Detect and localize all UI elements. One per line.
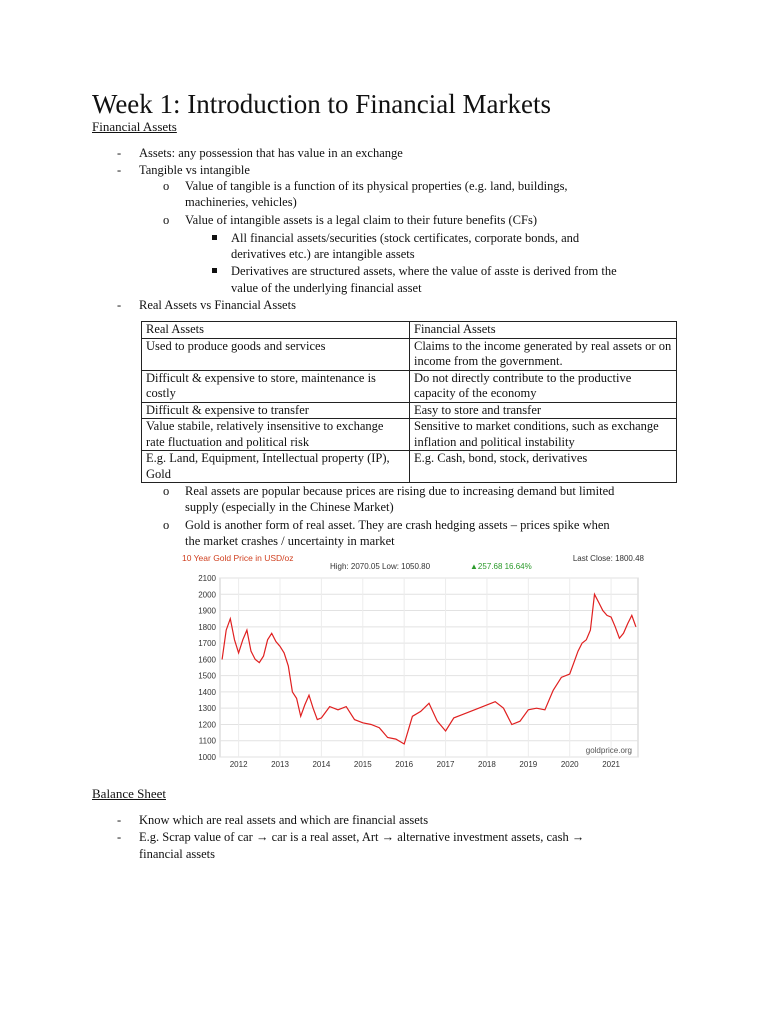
circle-bullet: o [163, 518, 170, 532]
table-cell: Difficult & expensive to store, maintenance is costly [142, 370, 410, 402]
gold-price-chart-svg [180, 549, 646, 769]
circle-bullet: o [163, 213, 170, 227]
bullet-example-line1: E.g. Scrap value of car → car is a real asset, Art → alternative investment assets, cash → [139, 830, 585, 844]
x-tick-label: 2021 [602, 760, 620, 769]
table-cell: Value stabile, relatively insensitive to exchange rate fluctuation and political risk [142, 419, 410, 451]
sub-bullet-tangible-line1: Value of tangible is a function of its physical properties (e.g. land, buildings, [185, 179, 568, 193]
bullet-real-vs-financial: Real Assets vs Financial Assets [139, 298, 296, 312]
table-row [142, 370, 677, 402]
y-tick-label: 1700 [198, 639, 216, 649]
dash-bullet: - [117, 813, 122, 827]
page-title: Week 1: Introduction to Financial Markets [92, 89, 551, 119]
table-row [142, 451, 677, 483]
chart-last-close: Last Close: 1800.48 [572, 554, 644, 563]
square-bullet-derivatives-line2: value of the underlying financial asset [231, 281, 422, 295]
bullet-assets-definition: Assets: any possession that has value in an exchange [139, 146, 403, 160]
x-tick-label: 2014 [312, 760, 331, 769]
table-cell: Used to produce goods and services [142, 338, 410, 370]
chart-title: 10 Year Gold Price in USD/oz [182, 553, 294, 563]
dash-bullet: - [117, 298, 122, 312]
sub-bullet-intangible: Value of intangible assets is a legal claim to their future benefits (CFs) [185, 213, 537, 227]
table-cell: E.g. Cash, bond, stock, derivatives [410, 451, 677, 483]
gold-price-chart [180, 549, 646, 769]
table-cell: Real Assets [142, 322, 410, 339]
x-tick-label: 2020 [560, 760, 579, 769]
dash-bullet: - [117, 830, 122, 844]
chart-watermark: goldprice.org [585, 746, 632, 755]
x-tick-label: 2012 [229, 760, 248, 769]
real-vs-financial-assets-table [141, 321, 677, 483]
x-tick-label: 2019 [519, 760, 538, 769]
bullet-know-real-financial: Know which are real assets and which are financial assets [139, 813, 429, 827]
y-tick-label: 1200 [198, 720, 216, 730]
circle-bullet: o [163, 179, 170, 193]
y-tick-label: 1000 [198, 753, 216, 762]
x-tick-label: 2015 [353, 760, 372, 769]
y-tick-label: 1600 [198, 655, 216, 665]
x-tick-label: 2017 [436, 760, 455, 769]
bullet-tangible-vs-intangible: Tangible vs intangible [139, 163, 250, 177]
x-tick-label: 2018 [478, 760, 496, 769]
sub-bullet-gold-line1: Gold is another form of real asset. They are crash hedging assets – prices spike when [185, 518, 610, 532]
chart-high-low: High: 2070.05 Low: 1050.80 [330, 562, 431, 571]
y-tick-label: 2000 [198, 590, 216, 600]
x-tick-label: 2016 [395, 760, 414, 769]
sub-bullet-real-assets-popular-line2: supply (especially in the Chinese Market) [185, 500, 394, 514]
y-tick-label: 1400 [198, 687, 216, 697]
section-heading-balance-sheet: Balance Sheet [92, 786, 166, 801]
table-row [142, 419, 677, 451]
bullet-example-line2: financial assets [139, 847, 216, 861]
square-bullet-financial-assets-line2: derivatives etc.) are intangible assets [231, 247, 415, 261]
table-cell: Difficult & expensive to transfer [142, 402, 410, 419]
x-tick-label: 2013 [271, 760, 289, 769]
square-bullet-icon [212, 235, 217, 240]
section-heading-financial-assets: Financial Assets [92, 119, 177, 134]
y-tick-label: 1500 [198, 671, 216, 681]
table-row [142, 402, 677, 419]
table-cell: Easy to store and transfer [410, 402, 677, 419]
square-bullet-icon [212, 268, 217, 273]
table-cell: Financial Assets [410, 322, 677, 339]
table-cell: Do not directly contribute to the productive capacity of the economy [410, 370, 677, 402]
y-tick-label: 2100 [198, 574, 216, 583]
sub-bullet-tangible-line2: machineries, vehicles) [185, 195, 297, 209]
table-cell: E.g. Land, Equipment, Intellectual property (IP), Gold [142, 451, 410, 483]
square-bullet-financial-assets-line1: All financial assets/securities (stock certificates, corporate bonds, and [231, 231, 580, 245]
y-tick-label: 1800 [198, 622, 216, 632]
table-cell: Sensitive to market conditions, such as exchange inflation and political instability [410, 419, 677, 451]
dash-bullet: - [117, 163, 122, 177]
table-row [142, 338, 677, 370]
dash-bullet: - [117, 146, 122, 160]
table-header-row [142, 322, 677, 339]
sub-bullet-real-assets-popular-line1: Real assets are popular because prices are rising due to increasing demand but limited [185, 484, 615, 498]
y-tick-label: 1100 [198, 736, 216, 746]
table-cell: Claims to the income generated by real assets or on income from the government. [410, 338, 677, 370]
plot-area [220, 578, 638, 757]
y-tick-label: 1300 [198, 704, 216, 714]
chart-change: ▲257.68 16.64% [470, 562, 532, 571]
circle-bullet: o [163, 484, 170, 498]
square-bullet-derivatives-line1: Derivatives are structured assets, where the value of asste is derived from the [231, 264, 617, 278]
y-tick-label: 1900 [198, 606, 216, 616]
sub-bullet-gold-line2: the market crashes / uncertainty in market [185, 534, 395, 548]
